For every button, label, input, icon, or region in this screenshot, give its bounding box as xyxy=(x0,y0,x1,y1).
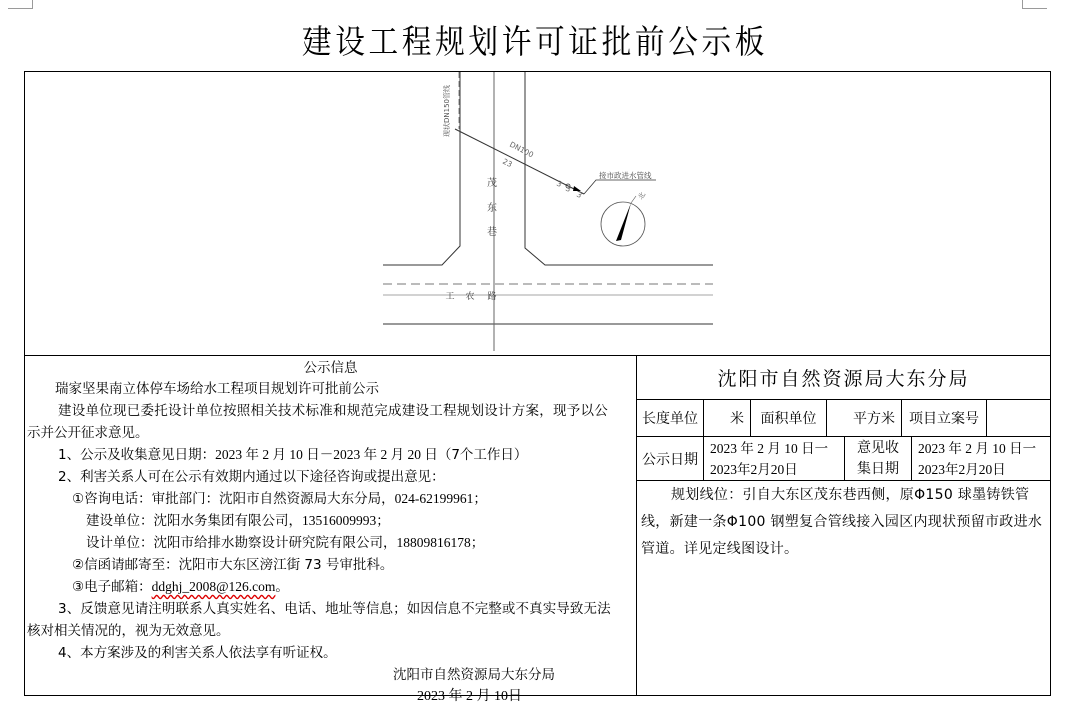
road-label-gongnong-3: 路 xyxy=(487,292,497,302)
signature-date: 2023 年 2 月 10日 xyxy=(417,689,522,704)
notice-board-frame xyxy=(24,71,1051,704)
opinion-date-line2: 2023年2月20日 xyxy=(918,461,1006,477)
opinion-date-label-line1: 意见收 xyxy=(857,439,899,456)
project-no-value xyxy=(986,399,1050,436)
signature-org: 沈阳市自然资源局大东分局 xyxy=(393,667,555,683)
north-label: 北 xyxy=(636,190,648,201)
opinion-date-label xyxy=(844,436,911,480)
item1-prefix: 1、公示及收集意见日期： xyxy=(58,447,216,463)
notice-info-panel xyxy=(25,356,636,704)
pipe-length-label: 3 xyxy=(575,189,584,200)
length-unit-value: 米 xyxy=(703,399,750,436)
road-label-maodong-1: 茂 xyxy=(487,178,497,189)
connection-leader-line xyxy=(584,180,656,194)
item1-dates: 2023 年 2 月 10 日－2023 年 2 月 20 日 xyxy=(215,447,438,462)
consult-phone-value: 024-62199961； xyxy=(394,491,487,506)
mail-address: ②信函请邮寄至：沈阳市大东区滂江街 73 号审批科。 xyxy=(72,557,394,573)
existing-pipe-label: 现状DN150管线 xyxy=(443,85,451,137)
length-unit-label: 长度单位 xyxy=(637,399,703,436)
email-link[interactable]: ddghj_2008@126.com xyxy=(151,579,276,594)
north-arrow-icon xyxy=(601,196,645,246)
agency-name: 沈阳市自然资源局大东分局 xyxy=(717,368,970,390)
item1-suffix: （7个工作日） xyxy=(437,447,528,463)
consult-phone xyxy=(72,488,487,510)
notice-intro-line1: 建设单位现已委托设计单位按照相关技术标准和规范完成建设工程规划设计方案，现予以公 xyxy=(58,403,608,419)
publicity-date-line1: 2023 年 2 月 10 日一 xyxy=(710,440,829,456)
opinion-date-value xyxy=(911,436,1050,480)
new-pipe-line xyxy=(455,129,584,194)
plan-description xyxy=(637,480,1050,563)
info-table xyxy=(637,356,1050,695)
road-label-gongnong-2: 农 xyxy=(465,292,475,302)
builder-phone: 13516009993； xyxy=(302,513,390,528)
road-label-gongnong-1: 工 xyxy=(445,292,455,302)
designer-contact xyxy=(86,532,484,554)
site-plan-drawing xyxy=(25,72,1050,355)
notice-item-2: 2、利害关系人可在公示有效期内通过以下途径咨询或提出意见： xyxy=(58,469,445,485)
page-corner-mark-top-right xyxy=(1022,0,1047,9)
page-corner-mark-top-left xyxy=(8,0,33,9)
notice-intro-line2: 示并公开征求意见。 xyxy=(27,425,149,441)
notice-item-4: 4、本方案涉及的利害关系人依法享有听证权。 xyxy=(58,645,337,661)
pipe-length-label: 3 xyxy=(555,178,564,189)
description-line3: 管道。详见定线图设计。 xyxy=(641,541,799,557)
builder-label: 建设单位：沈阳水务集团有限公司， xyxy=(86,513,302,529)
area-unit-value: 平方米 xyxy=(826,399,901,436)
designer-label: 设计单位：沈阳市给排水勘察设计研究院有限公司， xyxy=(86,535,397,551)
builder-contact xyxy=(86,510,390,532)
email-label: ③电子邮箱： xyxy=(72,579,152,595)
notice-item-3-line2: 核对相关情况的，视为无效意见。 xyxy=(27,623,230,639)
email-contact xyxy=(72,576,289,598)
notice-item-3-line1: 3、反馈意见请注明联系人真实姓名、电话、地址等信息；如因信息不完整或不真实导致无法 xyxy=(58,601,611,617)
publicity-date-line2: 2023年2月20日 xyxy=(710,461,798,477)
project-title: 瑞家坚果南立体停车场给水工程项目规划许可批前公示 xyxy=(55,381,379,397)
consult-phone-label: ①咨询电话：审批部门：沈阳市自然资源局大东分局， xyxy=(72,491,395,507)
publicity-date-value xyxy=(703,436,844,480)
road-label-maodong-3: 巷 xyxy=(487,227,497,238)
description-line2: 线，新建一条Φ100 钢塑复合管线接入园区内现状预留市政进水 xyxy=(641,514,1043,530)
notice-header: 公示信息 xyxy=(303,360,358,376)
area-unit-label: 面积单位 xyxy=(750,399,826,436)
opinion-date-line1: 2023 年 2 月 10 日一 xyxy=(918,440,1037,456)
pipe-length-label: 23 xyxy=(501,156,514,170)
project-no-label: 项目立案号 xyxy=(901,399,986,436)
road-label-maodong-2: 东 xyxy=(487,203,497,214)
pipe-length-label: 3 xyxy=(564,183,573,194)
connection-label: 接市政进水管线 xyxy=(599,171,652,180)
notice-item-1 xyxy=(58,444,527,466)
page-title: 建设工程规划许可证批前公示板 xyxy=(301,22,769,61)
email-suffix: 。 xyxy=(275,579,289,595)
publicity-date-label: 公示日期 xyxy=(637,436,703,480)
designer-phone: 18809816178； xyxy=(396,535,485,550)
description-line1: 规划线位：引自大东区茂东巷西侧，原Φ150 球墨铸铁管 xyxy=(671,487,1030,503)
opinion-date-label-line2: 集日期 xyxy=(857,460,899,477)
pipe-size-label: DN100 xyxy=(508,139,536,160)
